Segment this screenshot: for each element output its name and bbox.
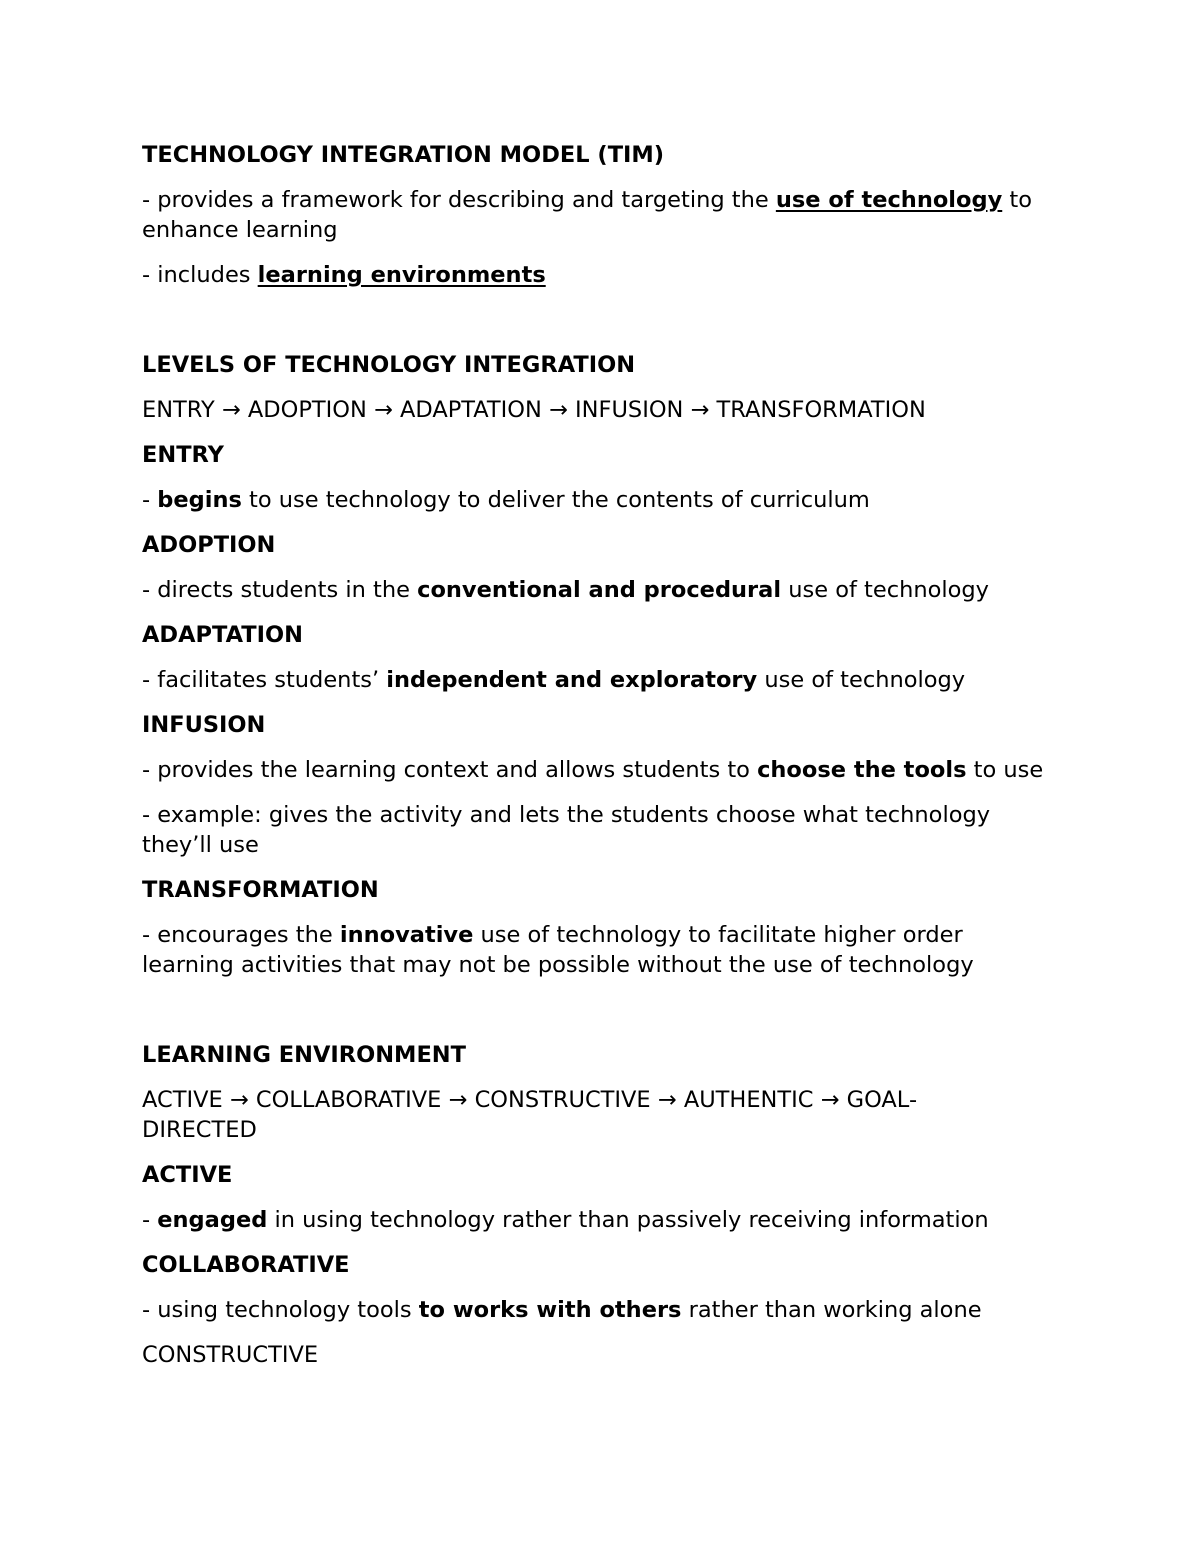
arrow-right-icon: → <box>229 1087 249 1113</box>
adoption-heading: ADOPTION <box>142 532 276 558</box>
tim-includes: - includes learning environments <box>142 262 546 288</box>
level-entry: ENTRY <box>142 397 215 423</box>
level-infusion: INFUSION <box>575 397 684 423</box>
adaptation-heading: ADAPTATION <box>142 622 303 648</box>
arrow-right-icon: → <box>221 397 241 423</box>
adaptation-description: - facilitates students’ independent and exploratory use of technology <box>142 667 966 693</box>
arrow-right-icon: → <box>820 1087 840 1113</box>
infusion-example: - example: gives the activity and lets the students choose what technology they’ll use <box>142 802 991 858</box>
collaborative-heading: COLLABORATIVE <box>142 1252 350 1278</box>
adoption-description: - directs students in the conventional and procedural use of technology <box>142 577 989 603</box>
collaborative-description: - using technology tools to works with others rather than working alone <box>142 1297 982 1323</box>
env-goal-directed: GOAL- <box>846 1087 918 1113</box>
infusion-heading: INFUSION <box>142 712 266 738</box>
arrow-right-icon: → <box>373 397 393 423</box>
entry-description: - begins to use technology to deliver the contents of curriculum <box>142 487 870 513</box>
entry-heading: ENTRY <box>142 442 224 468</box>
env-authentic: AUTHENTIC <box>683 1087 814 1113</box>
use-of-technology-emphasis: use of technology <box>775 187 1003 213</box>
active-description: - engaged in using technology rather than passively receiving information <box>142 1207 989 1233</box>
arrow-right-icon: → <box>657 1087 677 1113</box>
transformation-heading: TRANSFORMATION <box>142 877 379 903</box>
tim-heading: TECHNOLOGY INTEGRATION MODEL (TIM) <box>142 142 665 168</box>
learning-environments-emphasis: learning environments <box>257 262 546 288</box>
env-active: ACTIVE <box>142 1087 223 1113</box>
env-collaborative: COLLABORATIVE <box>255 1087 442 1113</box>
env-goal-directed-cont: DIRECTED <box>142 1117 257 1143</box>
arrow-right-icon: → <box>448 1087 468 1113</box>
transformation-description: - encourages the innovative use of technology to facilitate higher order learning activities that may not be possible without the use of technology <box>142 922 974 978</box>
level-adoption: ADOPTION <box>247 397 367 423</box>
document-page <box>142 140 1047 1385</box>
levels-sequence <box>142 395 1047 425</box>
environment-heading: LEARNING ENVIRONMENT <box>142 1042 466 1068</box>
level-transformation: TRANSFORMATION <box>716 397 926 423</box>
env-constructive: CONSTRUCTIVE <box>474 1087 651 1113</box>
arrow-right-icon: → <box>690 397 710 423</box>
infusion-description: - provides the learning context and allows students to choose the tools to use <box>142 757 1044 783</box>
levels-heading: LEVELS OF TECHNOLOGY INTEGRATION <box>142 352 636 378</box>
environment-sequence <box>142 1085 1047 1145</box>
constructive-heading: CONSTRUCTIVE <box>142 1342 319 1368</box>
active-heading: ACTIVE <box>142 1162 233 1188</box>
tim-description: - provides a framework for describing and targeting the use of technology to enhance learning <box>142 187 1032 243</box>
level-adaptation: ADAPTATION <box>400 397 542 423</box>
arrow-right-icon: → <box>549 397 568 423</box>
